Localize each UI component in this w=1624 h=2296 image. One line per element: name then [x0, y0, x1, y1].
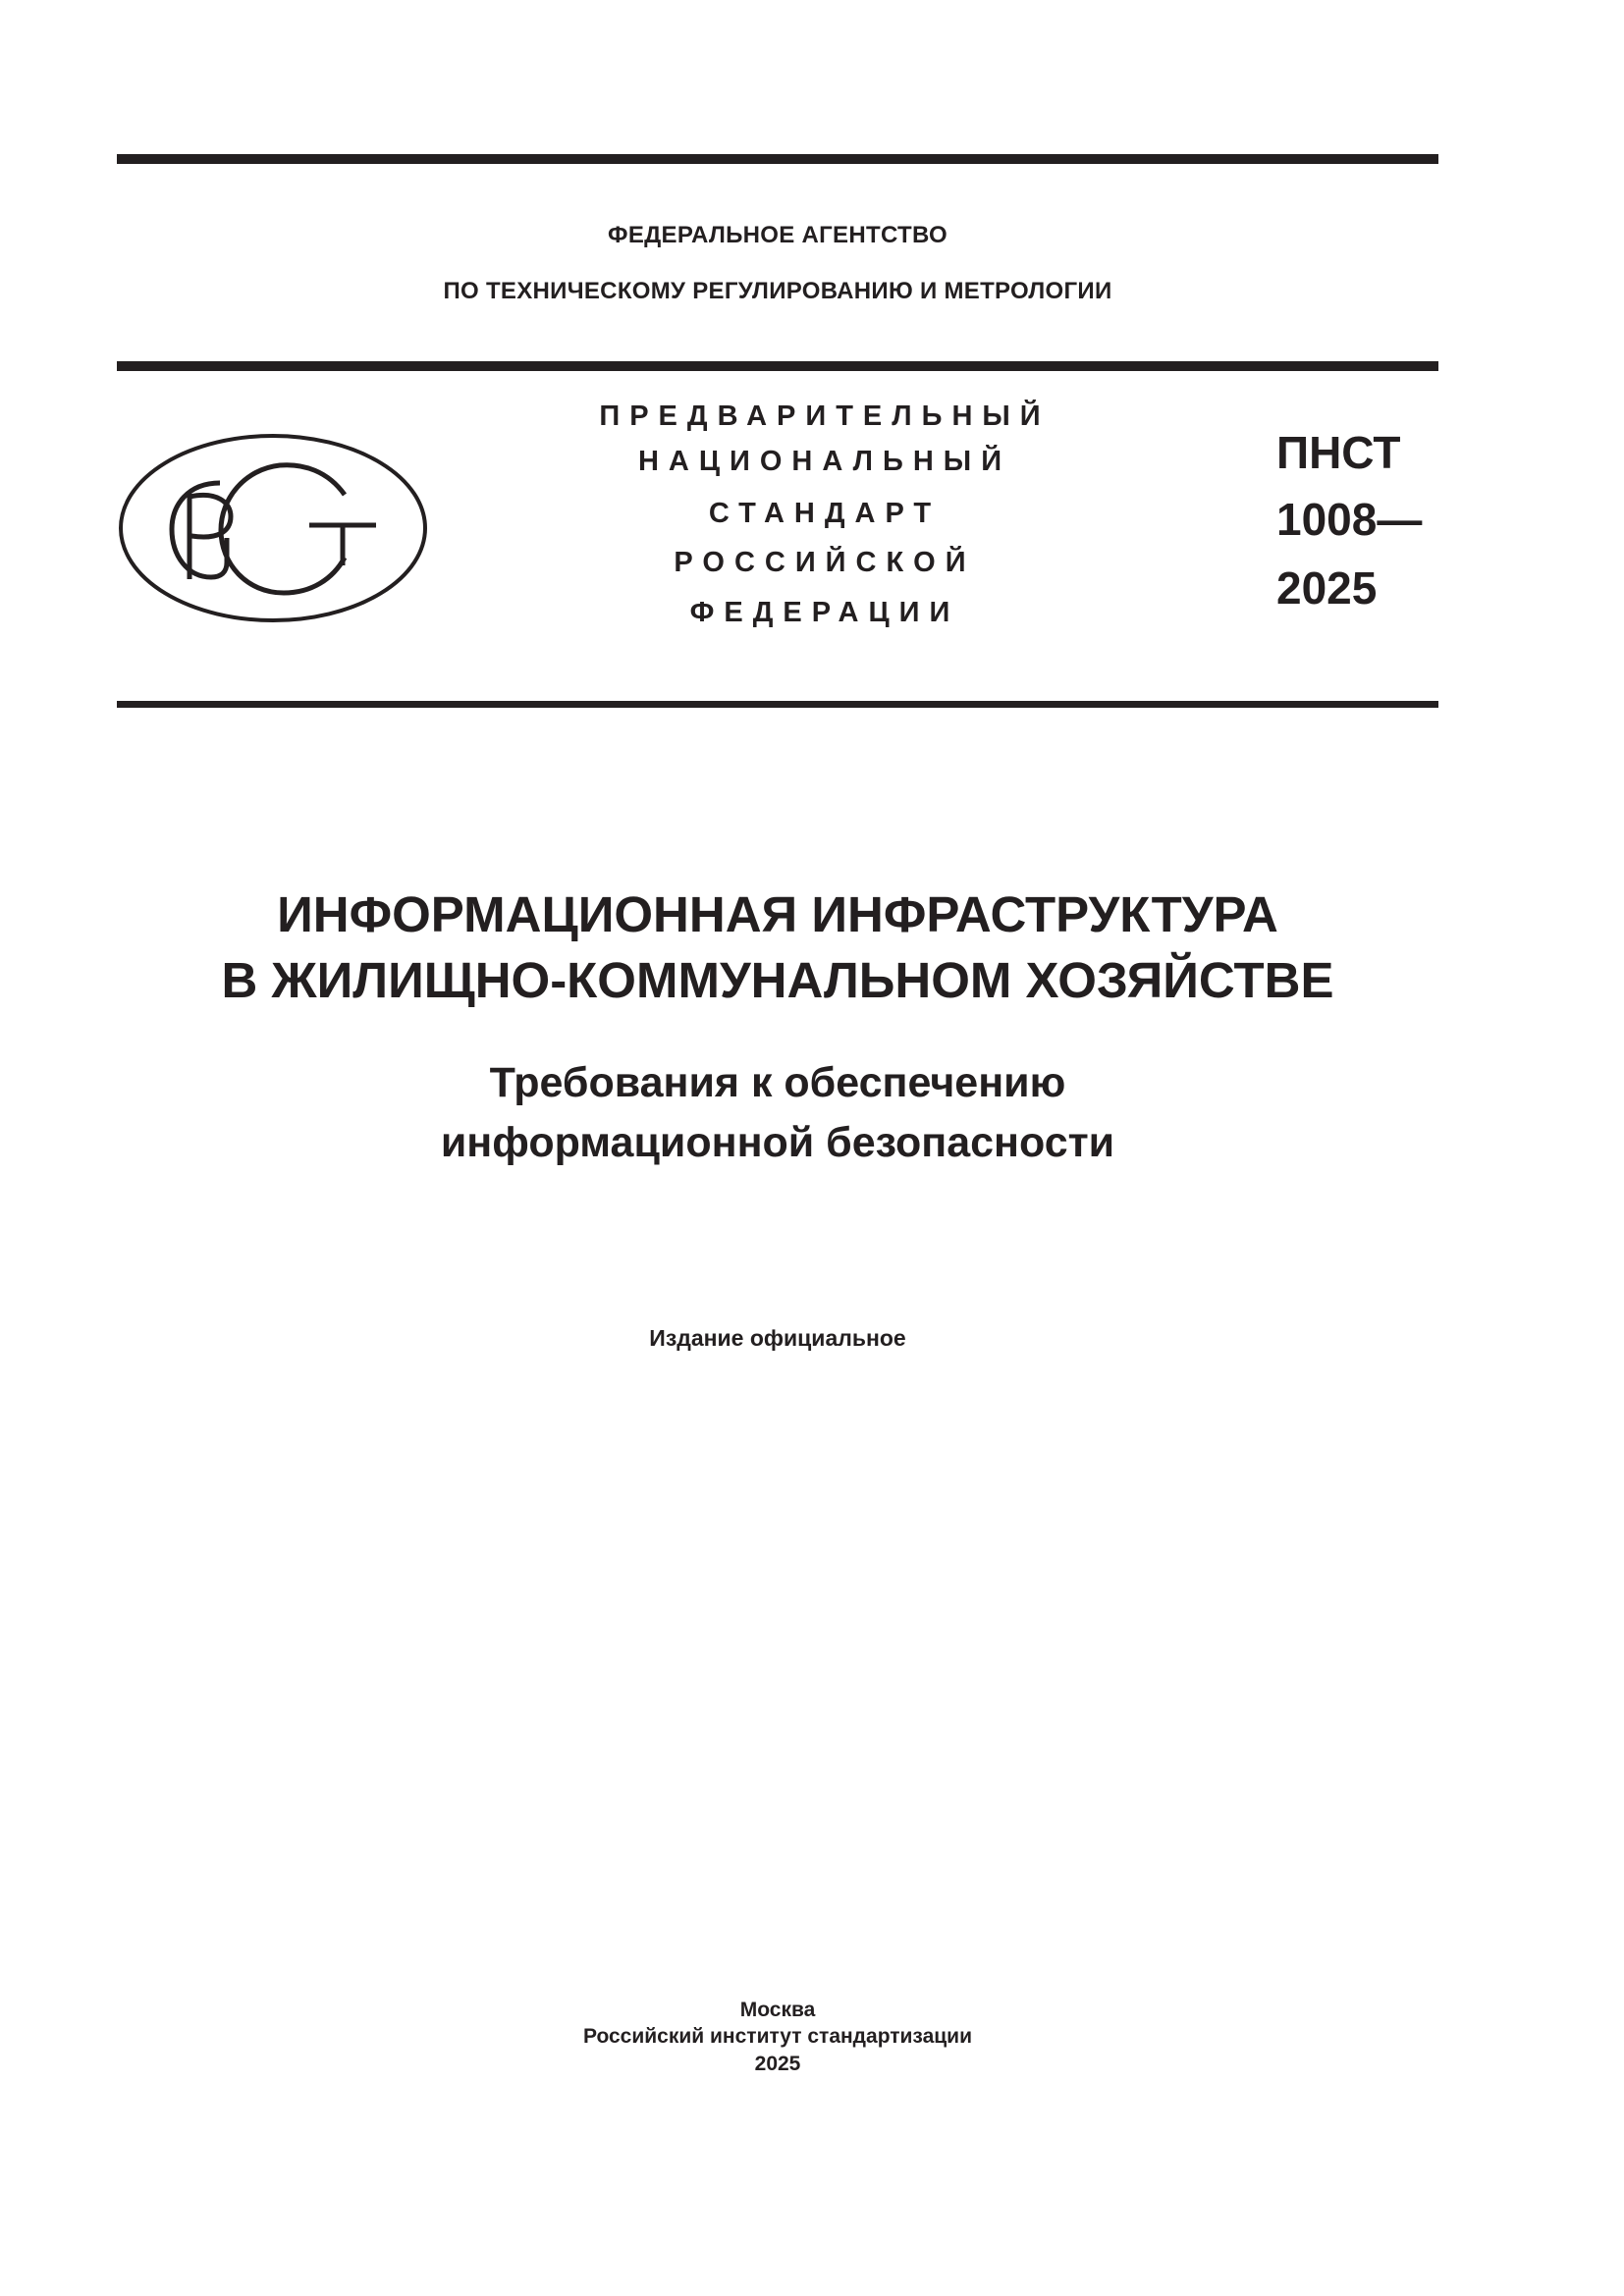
- standard-type-line-4: РОССИЙСКОЙ: [674, 547, 976, 578]
- agency-name-line-1: ФЕДЕРАЛЬНОЕ АГЕНТСТВО: [608, 222, 947, 248]
- standard-number-prefix: ПНСТ: [1276, 427, 1401, 478]
- document-subtitle-line-1: Требования к обеспечению: [489, 1059, 1066, 1106]
- imprint-year: 2025: [754, 2053, 801, 2075]
- standard-type-line-5: ФЕДЕРАЦИИ: [689, 597, 960, 628]
- document-subtitle-line-2: информационной безопасности: [440, 1119, 1115, 1166]
- imprint-publisher: Российский институт стандартизации: [582, 2025, 973, 2048]
- imprint-city: Москва: [739, 1999, 816, 2021]
- header-divider-rule: [117, 361, 1438, 371]
- standard-year: 2025: [1276, 562, 1378, 614]
- standard-type-line-3: СТАНДАРТ: [708, 498, 942, 529]
- agency-name-line-2: ПО ТЕХНИЧЕСКОМУ РЕГУЛИРОВАНИЮ И МЕТРОЛОГИИ: [443, 278, 1112, 304]
- standard-type-line-1: ПРЕДВАРИТЕЛЬНЫЙ: [599, 400, 1051, 432]
- top-rule: [117, 154, 1438, 164]
- standard-type-line-2: НАЦИОНАЛЬНЫЙ: [637, 446, 1012, 477]
- gost-r-certification-mark-icon: [117, 432, 429, 624]
- document-title-line-2: В ЖИЛИЩНО-КОММУНАЛЬНОМ ХОЗЯЙСТВЕ: [221, 952, 1334, 1008]
- document-title-line-1: ИНФОРМАЦИОННАЯ ИНФРАСТРУКТУРА: [277, 886, 1278, 942]
- standard-number: 1008—: [1276, 494, 1423, 545]
- header-bottom-rule: [117, 701, 1438, 708]
- edition-label: Издание официальное: [649, 1325, 906, 1351]
